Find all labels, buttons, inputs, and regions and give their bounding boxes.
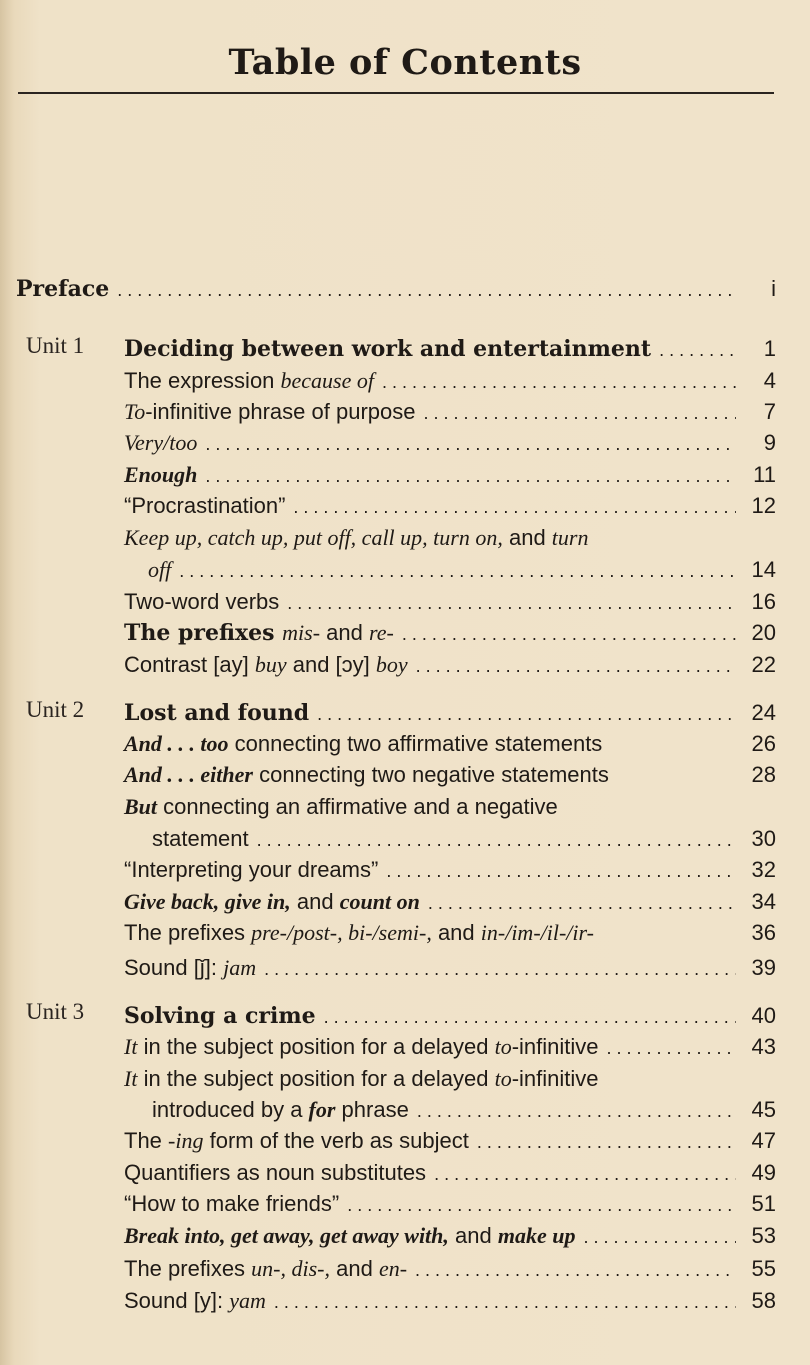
toc-entry[interactable]: The -ing form of the verb as subject . . . 47 xyxy=(124,1128,776,1155)
toc-entry[interactable]: It in the subject position for a delayed to-infinitive . . . 43 xyxy=(124,1034,776,1061)
unit-1-label: Unit 1 xyxy=(26,333,85,358)
leader-dots xyxy=(257,827,736,853)
preface-label: Preface xyxy=(16,276,110,302)
leader-dots xyxy=(317,701,736,727)
toc-entry[interactable]: The prefixes pre-/post-, bi-/semi-, and in-/im-/il-/ir- 36 xyxy=(124,920,776,945)
leader-dots xyxy=(477,1129,736,1155)
toc-entry[interactable]: Enough . . . 11 xyxy=(124,462,776,489)
toc-entry[interactable]: Two-word verbs . . . 16 xyxy=(124,589,776,616)
toc-entry[interactable]: Very/too . . . 9 xyxy=(124,430,776,457)
toc-entry[interactable]: Contrast [ay] buy and [ɔy] boy . . . 22 xyxy=(124,652,776,679)
toc-entry[interactable]: The prefixes mis- and re- . . . 20 xyxy=(124,620,776,647)
leader-dots xyxy=(382,369,736,395)
leader-dots xyxy=(417,1098,736,1124)
toc-entry[interactable]: To-infinitive phrase of purpose . . . 7 xyxy=(124,399,776,426)
toc-entry[interactable]: “Interpreting your dreams” . . . 32 xyxy=(124,857,776,884)
leader-dots xyxy=(205,431,736,457)
leader-dots xyxy=(386,858,736,884)
toc-entry-line1[interactable]: It in the subject position for a delayed to-infinitive xyxy=(124,1066,599,1091)
toc-entry-unit1-title[interactable]: Deciding between work and entertainment . . . 1 xyxy=(124,336,776,363)
toc-entry[interactable]: introduced by a for phrase . . . 45 xyxy=(152,1097,776,1124)
toc-entry[interactable]: Quantifiers as noun substitutes . . . 49 xyxy=(124,1160,776,1187)
toc-entry[interactable]: Sound [y]: yam . . . 58 xyxy=(124,1288,776,1315)
toc-entry-line1[interactable]: But connecting an affirmative and a negative xyxy=(124,794,558,819)
leader-dots xyxy=(205,463,736,489)
toc-entry-line1[interactable]: Keep up, catch up, put off, call up, turn on, and turn xyxy=(124,525,589,550)
leader-dots xyxy=(607,1035,736,1061)
toc-entry[interactable]: And . . . too connecting two affirmative statements 26 xyxy=(124,731,776,756)
toc-entry-unit3-title[interactable]: Solving a crime . . . 40 xyxy=(124,1003,776,1030)
leader-dots xyxy=(324,1004,736,1030)
leader-dots xyxy=(402,621,736,647)
toc-entry[interactable]: off . . . 14 xyxy=(148,557,776,584)
toc-entry[interactable]: statement . . . 30 xyxy=(152,826,776,853)
toc-entry[interactable]: The prefixes un-, dis-, and en- . . . 55 xyxy=(124,1256,776,1283)
leader-dots xyxy=(293,494,736,520)
leader-dots xyxy=(117,277,736,303)
leader-dots xyxy=(659,337,736,363)
unit-2-label: Unit 2 xyxy=(26,697,85,722)
leader-dots xyxy=(347,1192,736,1218)
leader-dots xyxy=(287,590,736,616)
toc-entry-unit2-title[interactable]: Lost and found . . . 24 xyxy=(124,700,776,727)
toc-entry[interactable]: Break into, get away, get away with, and make up . . . 53 xyxy=(124,1223,776,1250)
leader-dots xyxy=(179,558,736,584)
toc-entry[interactable]: Sound [ǰ]: jam . . . 39 xyxy=(124,955,776,982)
page-title: Table of Contents xyxy=(228,42,582,83)
leader-dots xyxy=(264,956,736,982)
leader-dots xyxy=(434,1161,736,1187)
page-number: i xyxy=(771,276,776,301)
toc-entry[interactable]: “How to make friends” . . . 51 xyxy=(124,1191,776,1218)
toc-entry[interactable]: And . . . either connecting two negative statements 28 xyxy=(124,762,776,787)
toc-entry[interactable]: The expression because of . . . 4 xyxy=(124,368,776,395)
leader-dots xyxy=(274,1289,736,1315)
leader-dots xyxy=(583,1224,736,1250)
leader-dots xyxy=(423,400,736,426)
title-rule xyxy=(18,92,774,94)
toc-entry-preface[interactable] xyxy=(16,276,776,303)
unit-3-label: Unit 3 xyxy=(26,999,85,1024)
toc-entry[interactable]: “Procrastination” . . . 12 xyxy=(124,493,776,520)
leader-dots xyxy=(428,890,736,916)
leader-dots xyxy=(415,1257,736,1283)
leader-dots xyxy=(416,653,736,679)
toc-entry[interactable]: Give back, give in, and count on . . . 34 xyxy=(124,889,776,916)
